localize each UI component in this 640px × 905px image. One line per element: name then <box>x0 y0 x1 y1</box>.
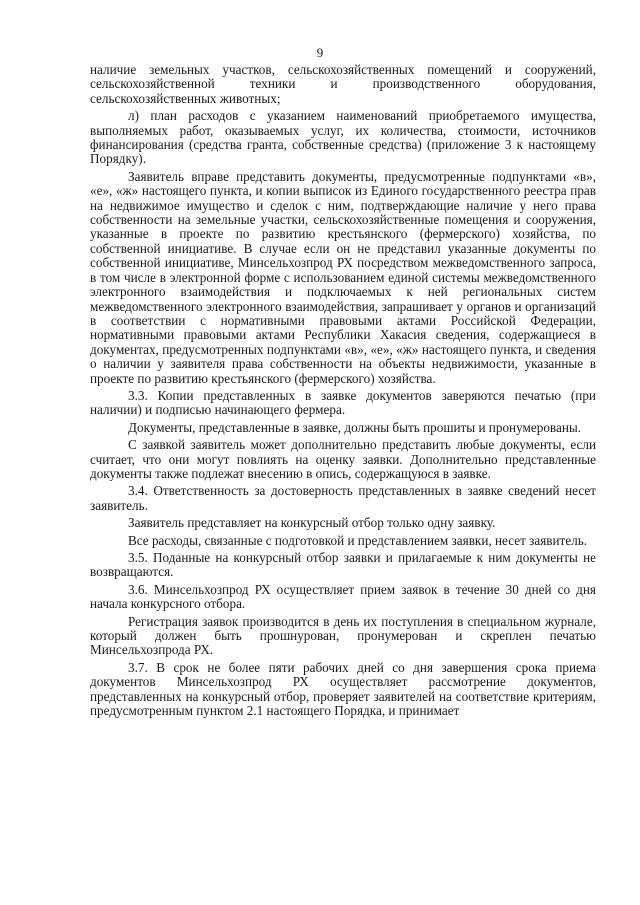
paragraph-3-4: 3.4. Ответственность за достоверность представленных в заявке сведений несет заявитель. <box>90 483 596 513</box>
page-number: 9 <box>316 45 324 60</box>
paragraph-documents-stitched: Документы, представленные в заявке, должны быть прошиты и пронумерованы. <box>128 419 582 435</box>
paragraph-registration: Регистрация заявок производится в день их поступления в специальном журнале, который должен быть прошнурован, пронумерован и скреплен печатью Минсельхозпрода РХ. <box>90 613 596 658</box>
paragraph-3-7: 3.7. В срок не более пяти рабочих дней со дня завершения срока приема документов Минсельхозпрод РХ осуществляет рассмотрение документов, представленных на конкурсный отбор, проверяет заявителей на соответствие критериям, предусмотренным пунктом 2.1 настоящего Порядка, и принимает <box>90 659 596 719</box>
paragraph-item-l: л) план расходов с указанием наименований приобретаемого имущества, выполняемых работ, оказываемых услуг, их количества, стоимости, источников финансирования (средства гранта, собственные средства) (приложение 3 к настоящему Порядку). <box>90 108 596 167</box>
paragraph-3-3: 3.3. Копии представленных в заявке документов заверяются печатью (при наличии) и подписью начинающего фермера. <box>90 387 596 418</box>
paragraph-continuation: наличие земельных участков, сельскохозяйственных помещений и сооружений, сельскохозяйственной техники и производственного оборудования, сельскохозяйственных животных; <box>90 62 596 106</box>
paragraph-expenses: Все расходы, связанные с подготовкой и представлением заявки, несет заявитель. <box>128 532 588 548</box>
paragraph-additional-documents: С заявкой заявитель может дополнительно представить любые документы, если считает, что они могут повлиять на оценку заявки. Дополнительно представленные документы также подлежат внесению в опись, содержащуюся в заявке. <box>90 437 596 481</box>
paragraph-one-application: Заявитель представляет на конкурсный отбор только одну заявку. <box>128 515 496 531</box>
paragraph-applicant-rights: Заявитель вправе представить документы, предусмотренные подпунктами «в», «е», «ж» настоящего пункта, и копии выписок из Единого государственного реестра прав на недвижимое имущество и сделок с ним, подтверждающие наличие у него права собственности на земельные участки, сельскохозяйственные помещения и сооружения, указанные в проекте по развитию крестьянского (фермерского) хозяйства, по собственной инициативе. В случае если он не представил указанные документы по собственной инициативе, Минсельхозпрод РХ посредством межведомственного запроса, в том числе в электронной форме с использованием единой системы межведомственного электронного взаимодействия и подключаемых к ней региональных систем межведомственного электронного взаимодействия, запрашивает у органов и организаций в соответствии с нормативными правовыми актами Российской Федерации, нормативными правовыми актами Республики Хакасия сведения, содержащиеся в документах, предусмотренных подпунктами «в», «е», «ж» настоящего пункта, и сведения о наличии у заявителя права собственности на объекты недвижимости, указанные в проекте по развитию крестьянского (фермерского) хозяйства. <box>90 168 596 386</box>
paragraph-3-6: 3.6. Минсельхозпрод РХ осуществляет прием заявок в течение 30 дней со дня начала конкурсного отбора. <box>90 581 596 612</box>
paragraph-3-5: 3.5. Поданные на конкурсный отбор заявки и прилагаемые к ним документы не возвращаются. <box>90 550 596 580</box>
document-body <box>90 63 596 718</box>
